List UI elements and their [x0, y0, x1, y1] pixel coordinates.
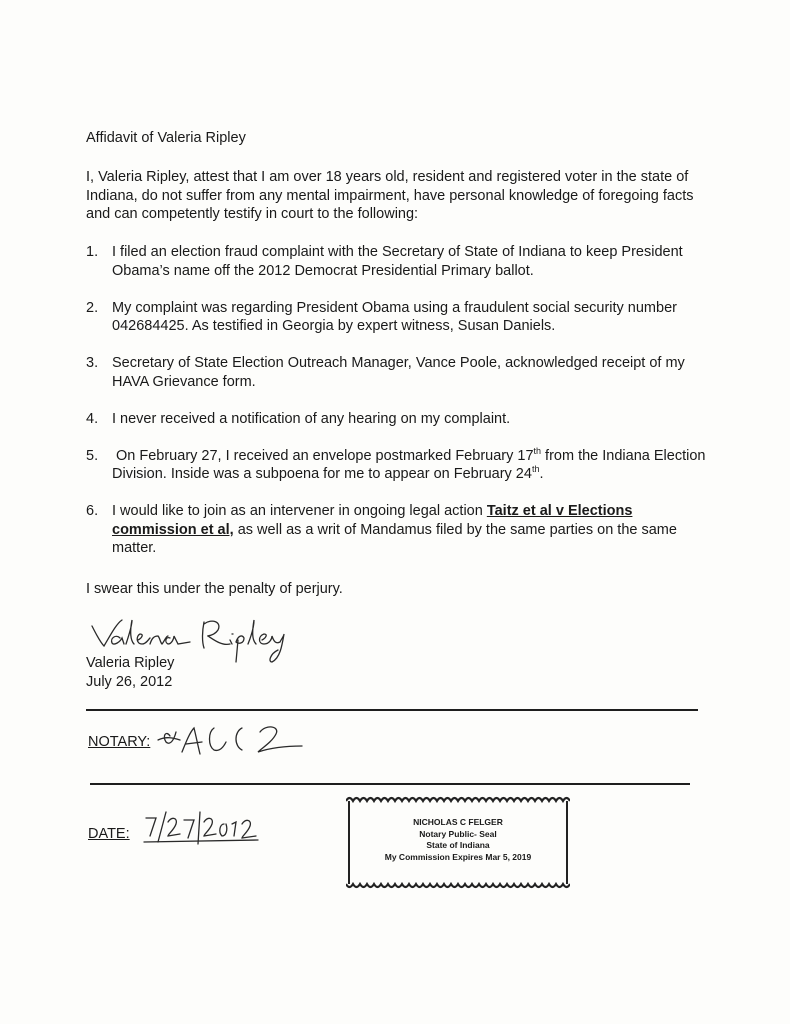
- notary-label: NOTARY:: [88, 734, 151, 750]
- list-item: [86, 410, 706, 429]
- stamp-text: [350, 817, 566, 863]
- item-text: I filed an election fraud complaint with the Secretary of State of Indiana to keep President Obama’s name off the 2012 Democrat Presidential Primary ballot.: [112, 244, 683, 279]
- list-item: [86, 354, 706, 391]
- list-item: [86, 447, 706, 484]
- case-citation: Taitz et al v Elections commission et al,: [112, 503, 633, 538]
- item-number: 1.: [86, 244, 99, 260]
- item-number: 3.: [86, 355, 99, 371]
- stamp-line: Notary Public- Seal: [419, 828, 497, 839]
- divider-line: [86, 709, 698, 711]
- item-text: My complaint was regarding President Obama using a fraudulent social security number 042684425. As testified in Georgia by expert witness, Susan Daniels.: [112, 299, 677, 334]
- numbered-list: [86, 243, 706, 576]
- list-item: [86, 502, 706, 558]
- notary-stamp: [348, 801, 568, 884]
- item-text: Secretary of State Election Outreach Manager, Vance Poole, acknowledged receipt of my HAVA Grievance form.: [112, 355, 685, 390]
- stamp-line: NICHOLAS C FELGER: [413, 817, 503, 827]
- list-item: [86, 299, 706, 336]
- signer-block: [86, 654, 174, 691]
- document-title: Affidavit of Valeria Ripley: [86, 130, 246, 146]
- stamp-line: My Commission Expires Mar 5, 2019: [384, 851, 532, 862]
- stamp-top-edge: [346, 795, 570, 805]
- list-item: [86, 243, 706, 280]
- item-text: I would like to join as an intervener in ongoing legal action Taitz et al v Elections commission et al, as well as a writ of Mandamus filed by the same parties on the same matter.: [112, 503, 677, 556]
- signer-name: Valeria Ripley: [86, 655, 175, 671]
- stamp-line: State of Indiana: [426, 840, 490, 850]
- blank-line: [90, 783, 690, 785]
- item-number: 4.: [86, 410, 99, 427]
- notary-initials: [156, 718, 306, 758]
- signer-date: July 26, 2012: [86, 673, 173, 690]
- item-number: 5.: [86, 447, 99, 464]
- perjury-statement: I swear this under the penalty of perjury.: [86, 581, 343, 597]
- stamp-bottom-edge: [346, 880, 570, 890]
- date-label: DATE:: [88, 826, 130, 842]
- item-number: 6.: [86, 503, 99, 519]
- handwritten-date: [140, 810, 280, 846]
- item-number: 2.: [86, 299, 99, 316]
- intro-paragraph: I, Valeria Ripley, attest that I am over 18 years old, resident and registered voter in the state of Indiana, do not suffer from any mental impairment, have personal knowledge of foregoing facts and can competently testify in court to the following:: [86, 169, 694, 222]
- item-text: On February 27, I received an envelope postmarked February 17th from the Indiana Election Division. Inside was a subpoena for me to appear on February 24th.: [112, 445, 706, 482]
- item-text: I never received a notification of any hearing on my complaint.: [112, 410, 511, 427]
